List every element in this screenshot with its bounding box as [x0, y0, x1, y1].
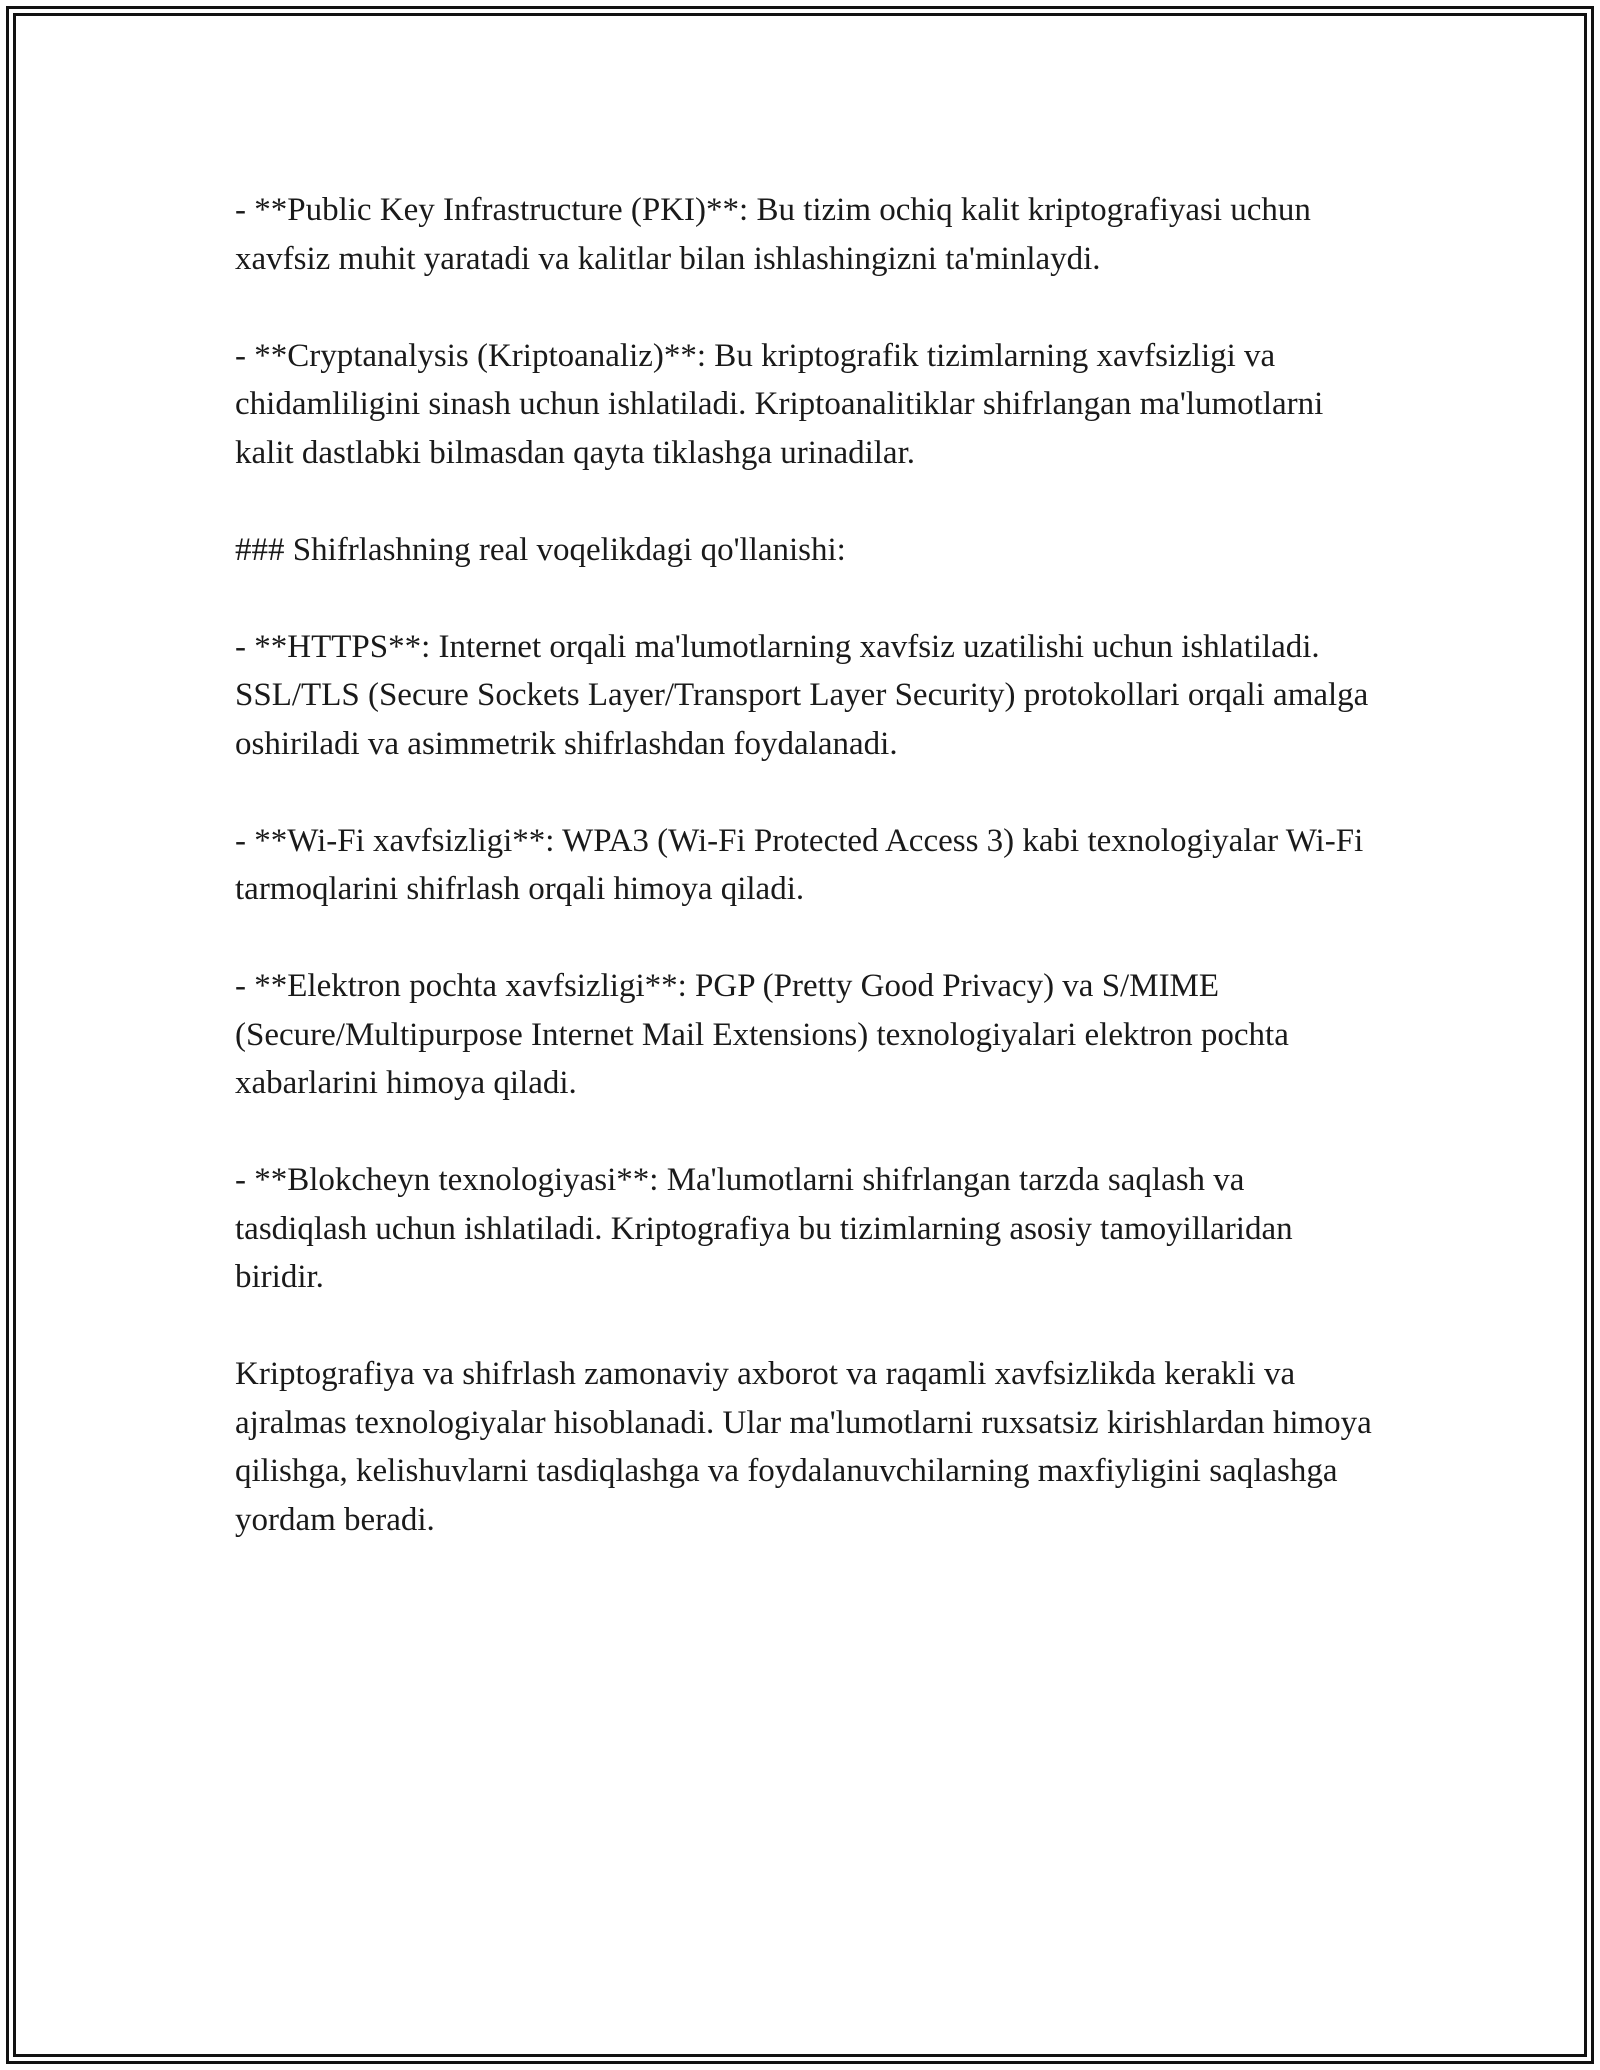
section-heading: ### Shifrlashning real voqelikdagi qo'llanishi: — [235, 531, 846, 568]
paragraph-cryptanalysis: - **Cryptanalysis (Kriptoanaliz)**: Bu kriptografik tizimlarning xavfsizligi va chidamliligini sinash uchun ishlatiladi. Kriptoanalitiklar shifrlangan ma'lumotlarni kalit dastlabki bilmasdan qayta tiklashga urinadilar. — [235, 337, 1324, 471]
paragraph-blockchain: - **Blokcheyn texnologiyasi**: Ma'lumotlarni shifrlangan tarzda saqlash va tasdiqlash uchun ishlatiladi. Kriptografiya bu tizimlarning asosiy tamoyillaridan biridir. — [235, 1162, 1293, 1295]
document-body — [235, 186, 1375, 1544]
paragraph-https: - **HTTPS**: Internet orqali ma'lumotlarning xavfsiz uzatilishi uchun ishlatiladi. SSL/TLS (Secure Sockets Layer/Transport Layer Security) protokollari orqali amalga oshiriladi va asimmetrik shifrlashdan foydalanadi. — [235, 628, 1369, 762]
paragraph-email: - **Elektron pochta xavfsizligi**: PGP (Pretty Good Privacy) va S/MIME (Secure/Multipurpose Internet Mail Extensions) texnologiyalari elektron pochta xabarlarini himoya qiladi. — [235, 968, 1289, 1101]
paragraph-pki: - **Public Key Infrastructure (PKI)**: Bu tizim ochiq kalit kriptografiyasi uchun xavfsiz muhit yaratadi va kalitlar bilan ishlashingizni ta'minlaydi. — [235, 192, 1311, 277]
paragraph-wifi: - **Wi-Fi xavfsizligi**: WPA3 (Wi-Fi Protected Access 3) kabi texnologiyalar Wi-Fi tarmoqlarini shifrlash orqali himoya qiladi. — [235, 822, 1364, 907]
paragraph-conclusion: Kriptografiya va shifrlash zamonaviy axborot va raqamli xavfsizlikda kerakli va ajralmas texnologiyalar hisoblanadi. Ular ma'lumotlarni ruxsatsiz kirishlardan himoya qilishga, kelishuvlarni tasdiqlashga va foydalanuvchilarning maxfiyligini saqlashga yordam beradi. — [235, 1356, 1372, 1538]
